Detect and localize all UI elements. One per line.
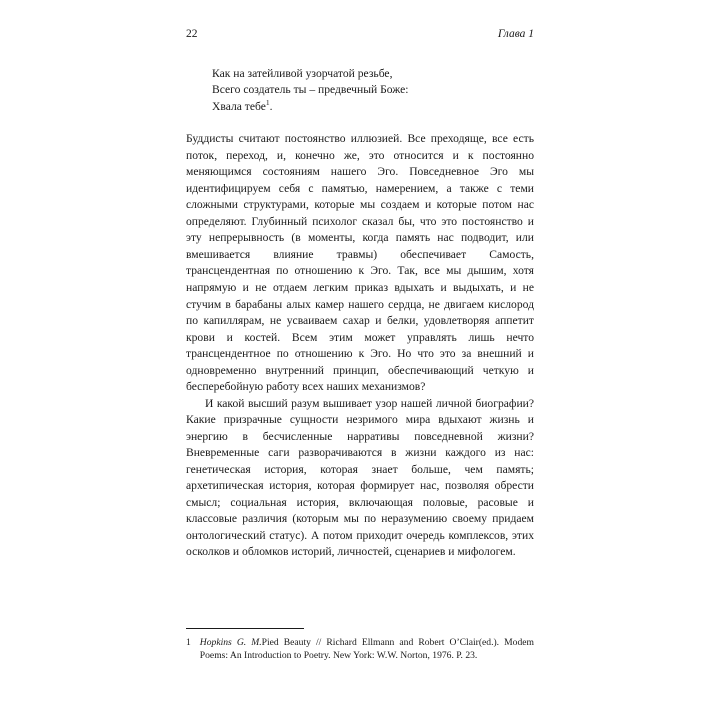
- footnote-source-author: Hopkins G. M.: [199, 637, 262, 648]
- page-content: [186, 28, 534, 561]
- body-paragraph-2: И какой высший разум вышивает узор нашей личной биографии? Какие призрачные сущности незримого мира вдыхают жизнь и энергию в бесчисленные нарративы повседневной жизни? Вневременные саги разворачиваются в жизни каждого из нас: генетическая история, которая знает больше, чем память; архетипическая история, которая формирует нас, позволяя обрести смысл; социальная история, включающая половые, расовые и классовые различия (которым мы по неразумению своему придаем онтологический статус). А потом приходит очередь комплексов, этих осколков и обломков историй, личностей, сценариев и мифологем.: [186, 396, 534, 559]
- footnote-entry: [186, 636, 534, 662]
- running-head: Глава 1: [497, 28, 534, 40]
- verse-block: [212, 66, 534, 115]
- footnote-separator-rule: [186, 628, 304, 629]
- footnote-text: [200, 636, 534, 662]
- verse-line-1: Как на затейливой узорчатой резьбе,: [212, 67, 393, 80]
- footnote-citation: Pied Beauty // Richard Ellmann and Robert O’Clair(ed.). Modem Poems: An Introduction to Poetry. New York: W.W. Norton, 1976. P. 23.: [199, 637, 534, 662]
- verse-line-2: Всего создатель ты – предвечный Боже:: [212, 83, 409, 97]
- body-paragraph-1: Буддисты считают постоянство иллюзией. Все преходяще, все есть поток, переход, и, конечно же, это относится и к постоянно меняющимся состояниям нашего Эго. Повседневное Эго мы идентифицируем себя с памятью, намерением, а также с теми сложными структурами, которые мы создаем и которые потом нас определяют. Глубинный психолог сказал бы, что это постоянство и эту непрерывность (в моменты, когда память нас подводит, или вмешивается влияние травмы) обеспечивает Самость, трансцендентная по отношению к Эго. Так, все мы дышим, хотя напрямую и не отдаем легким приказ вдыхать и выдыхать, и не стучим в барабаны алых камер нашего сердца, не двигаем кислород по капиллярам, не усваиваем сахар и белки, удовлетворяя аппетит крови и костей. Всем этим может управлять лишь нечто трансцендентное по отношению к Эго. Но что это за внешний и одновременно внутренний принцип, обеспечивающий четкую и бесперебойную работу всех наших механизмов?: [186, 132, 534, 394]
- page-header: [186, 28, 534, 40]
- page-number: 22: [186, 28, 198, 40]
- verse-terminal-punctuation: .: [269, 99, 273, 113]
- footnote-marker: 1: [265, 98, 270, 108]
- verse-line-3: [212, 99, 534, 115]
- footnote-area: [186, 628, 534, 662]
- verse-line-3-text: Хвала тебе: [212, 99, 266, 113]
- footnote-number: 1: [186, 637, 191, 648]
